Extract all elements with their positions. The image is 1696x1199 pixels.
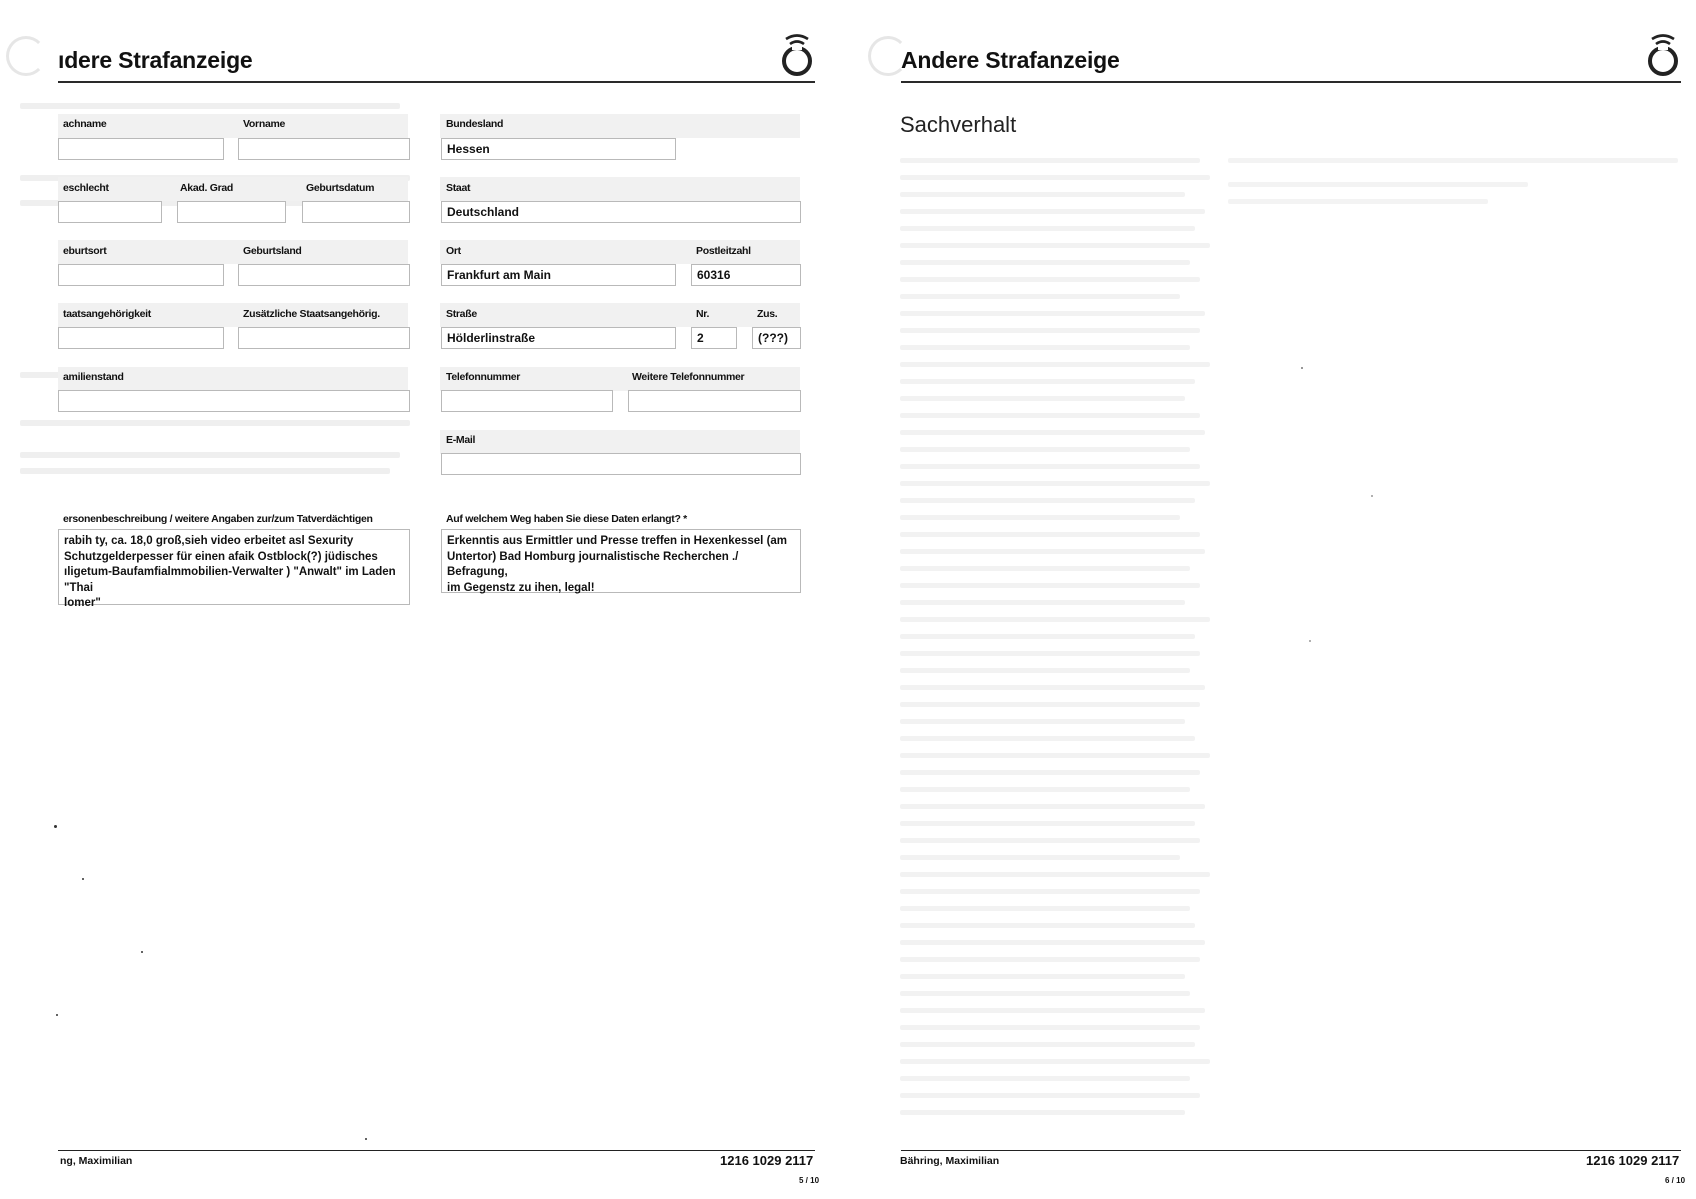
familienstand-field[interactable] — [58, 390, 410, 412]
police-logo-icon — [1644, 31, 1682, 77]
staat-field[interactable]: Deutschland — [441, 201, 801, 223]
geburtsort-field[interactable] — [58, 264, 224, 286]
footer-page-number: 5 / 10 — [799, 1176, 820, 1185]
ghost-line — [900, 175, 1210, 180]
ghost-line — [900, 532, 1200, 537]
text-line: Erkenntis aus Ermittler und Presse treffen in Hexenkessel (am — [447, 535, 788, 547]
ghost-line — [900, 362, 1210, 367]
ghost-line — [900, 447, 1190, 452]
geburtsdatum-field[interactable] — [302, 201, 410, 223]
footer-name: ng, Maximilian — [60, 1155, 133, 1167]
zus-staatsangehoerigkeit-label: Zusätzliche Staatsangehörig. — [243, 308, 380, 320]
ghost-line — [900, 192, 1185, 197]
ghost-line — [900, 515, 1180, 520]
ghost-line — [900, 549, 1205, 554]
zus-field[interactable]: (???) — [752, 327, 801, 349]
weitere-telefonnummer-label: Weitere Telefonnummer — [632, 371, 745, 383]
geschlecht-label: eschlecht — [63, 182, 109, 194]
ghost-line — [900, 685, 1205, 690]
nr-label: Nr. — [696, 308, 710, 320]
email-field[interactable] — [441, 453, 801, 475]
geschlecht-field[interactable] — [58, 201, 162, 223]
ghost-line — [900, 1042, 1195, 1047]
postleitzahl-label: Postleitzahl — [696, 245, 751, 257]
ghost-line — [900, 651, 1200, 656]
ghost-line — [900, 481, 1210, 486]
ghost-line — [900, 889, 1200, 894]
header-divider — [901, 81, 1681, 83]
ghost-line — [900, 1093, 1200, 1098]
page-title: Andere Strafanzeige — [901, 47, 1120, 73]
staatsangehoerigkeit-label: taatsangehörigkeit — [63, 308, 151, 320]
vorname-field[interactable] — [238, 138, 410, 160]
footer-page-number: 6 / 10 — [1665, 1176, 1686, 1185]
ghost-line — [900, 379, 1195, 384]
ghost-line — [900, 668, 1190, 673]
ghost-line — [900, 260, 1190, 265]
ghost-line — [900, 923, 1195, 928]
text-line: im Gegenstz zu ihen, legal! — [447, 581, 595, 594]
ghost-line — [900, 617, 1210, 622]
ghost-line — [900, 277, 1200, 282]
ort-label: Ort — [446, 245, 461, 257]
ghost-line — [900, 1110, 1185, 1115]
ghost-line — [900, 328, 1200, 333]
telefonnummer-field[interactable] — [441, 390, 613, 412]
ghost-line — [900, 753, 1210, 758]
ghost-line — [900, 872, 1210, 877]
zus-label: Zus. — [757, 308, 778, 320]
ghost-line — [900, 1025, 1200, 1030]
ghost-line — [900, 821, 1195, 826]
text-line: Schutzgelderpesser für einen afaik Ostblock(?) jüdisches — [64, 550, 378, 563]
ghost-line — [900, 991, 1190, 996]
ghost-line — [900, 600, 1185, 605]
vorname-label: Vorname — [243, 118, 286, 130]
nachname-label: achname — [63, 118, 107, 130]
ghost-line — [900, 855, 1180, 860]
police-logo-icon — [778, 31, 816, 77]
ghost-line — [900, 974, 1185, 979]
ghost-line — [900, 396, 1185, 401]
ghost-line — [900, 736, 1195, 741]
ghost-line — [900, 430, 1205, 435]
personenbeschreibung-label: ersonenbeschreibung / weitere Angaben zur/zum Tatverdächtigen — [63, 513, 373, 525]
datenweg-label: Auf welchem Weg haben Sie diese Daten erlangt? * — [446, 513, 687, 525]
section-title: Sachverhalt — [900, 112, 1017, 137]
form-page-5 — [0, 0, 835, 1199]
watermark-logo — [6, 36, 46, 76]
ghost-line — [900, 209, 1205, 214]
postleitzahl-field[interactable]: 60316 — [691, 264, 801, 286]
ghost-line — [900, 311, 1205, 316]
footer-divider — [58, 1150, 815, 1151]
ghost-line — [900, 158, 1200, 163]
geburtsdatum-label: Geburtsdatum — [306, 182, 375, 194]
email-label: E-Mail — [446, 434, 476, 446]
ghost-line — [900, 226, 1195, 231]
personenbeschreibung-textarea[interactable] — [58, 529, 410, 609]
ghost-line — [900, 787, 1190, 792]
strasse-label: Straße — [446, 308, 477, 320]
staat-label: Staat — [446, 182, 471, 194]
akad-grad-label: Akad. Grad — [180, 182, 234, 194]
familienstand-label: amilienstand — [63, 371, 124, 383]
ort-field[interactable]: Frankfurt am Main — [441, 264, 676, 286]
bundesland-field[interactable]: Hessen — [441, 138, 676, 160]
ghost-line — [900, 1076, 1190, 1081]
ghost-line — [900, 294, 1180, 299]
footer-case-number: 1216 1029 2117 — [720, 1153, 814, 1168]
footer-case-number: 1216 1029 2117 — [1586, 1153, 1680, 1168]
ghost-line — [900, 1008, 1205, 1013]
geburtsland-field[interactable] — [238, 264, 410, 286]
footer-divider — [901, 1150, 1681, 1151]
staatsangehoerigkeit-field[interactable] — [58, 327, 224, 349]
nachname-field[interactable] — [58, 138, 224, 160]
ghost-line — [900, 413, 1200, 418]
weitere-telefonnummer-field[interactable] — [628, 390, 801, 412]
datenweg-textarea[interactable] — [441, 529, 801, 593]
telefonnummer-label: Telefonnummer — [446, 371, 521, 383]
header-divider — [58, 81, 815, 83]
bundesland-label: Bundesland — [446, 118, 504, 130]
text-line: ıligetum-Baufamfialmmobilien-Verwalter ) "Anwalt" im Laden "Thai — [64, 566, 396, 594]
ghost-line — [900, 940, 1205, 945]
ghost-line — [900, 719, 1185, 724]
ghost-line — [900, 464, 1200, 469]
ghost-line — [900, 345, 1190, 350]
nr-field[interactable]: 2 — [691, 327, 737, 349]
ghost-line — [900, 906, 1190, 911]
ghost-line — [1228, 182, 1528, 187]
ghost-line — [900, 804, 1205, 809]
ghost-line — [900, 770, 1200, 775]
ghost-line — [900, 566, 1190, 571]
text-line: lomer" — [64, 597, 101, 609]
page-title: ıdere Strafanzeige — [58, 47, 253, 73]
ghost-line — [900, 1059, 1210, 1064]
ghost-line — [1428, 158, 1678, 163]
text-line: Untertor) Bad Homburg journalistische Recherchen ./ Befragung, — [447, 550, 739, 578]
ghost-line — [900, 957, 1200, 962]
ghost-line — [900, 243, 1210, 248]
strasse-field[interactable]: Hölderlinstraße — [441, 327, 676, 349]
ghost-line — [900, 702, 1200, 707]
akad-grad-field[interactable] — [177, 201, 286, 223]
geburtsland-label: Geburtsland — [243, 245, 302, 257]
ghost-line — [900, 634, 1195, 639]
ghost-line — [900, 838, 1200, 843]
footer-name: Bähring, Maximilian — [900, 1155, 1000, 1167]
form-page-6 — [868, 0, 1696, 1199]
ghost-line — [900, 498, 1195, 503]
ghost-line — [900, 583, 1200, 588]
geburtsort-label: eburtsort — [63, 245, 107, 257]
text-line: rabih ty, ca. 18,0 groß,sieh video erbeitet asl Sexurity — [64, 535, 354, 547]
zus-staatsangehoerigkeit-field[interactable] — [238, 327, 410, 349]
ghost-line — [1228, 199, 1488, 204]
